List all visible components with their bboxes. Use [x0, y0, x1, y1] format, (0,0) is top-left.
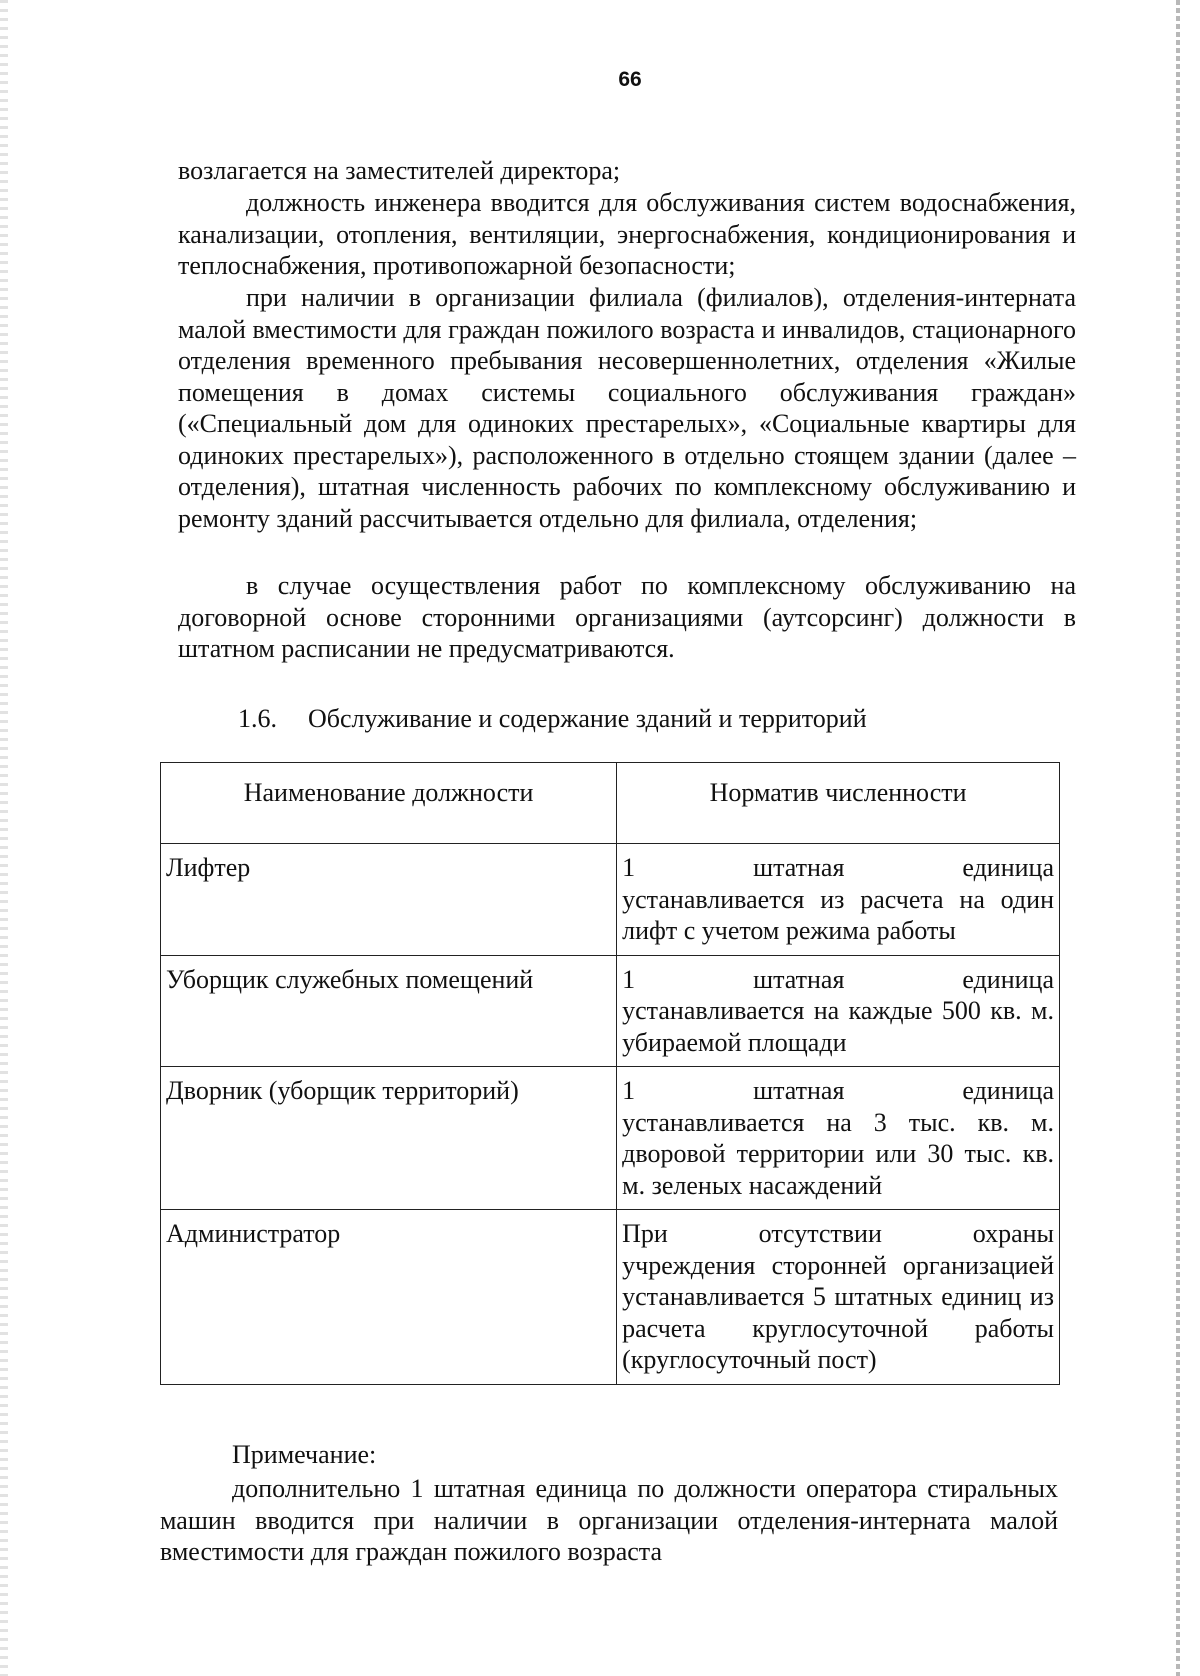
section-heading — [238, 703, 867, 735]
header-norm: Норматив численности — [617, 763, 1060, 844]
paragraph-engineer: должность инженера вводится для обслуживания систем водоснабжения, канализации, отопления, вентиляции, энергоснабжения, кондиционирования и теплоснабжения, противопожарной безопасности; — [178, 188, 1076, 280]
norm-rest: устанавливается из расчета на один лифт с учетом режима работы — [622, 884, 1054, 945]
paragraph-duties: возлагается на заместителей директора; — [178, 156, 621, 185]
paragraph-branch: при наличии в организации филиала (филиалов), отделения-интерната малой вместимости для граждан пожилого возраста и инвалидов, стационарного отделения временного пребывания несовершеннолетних, отделения «Жилые помещения в домах системы социального обслуживания граждан» («Специальный дом для одиноких престарелых», «Социальные квартиры для одиноких престарелых»), расположенного в отдельно стоящем здании (далее – отделения), штатная численность рабочих по комплексному обслуживанию и ремонту зданий рассчитывается отдельно для филиала, отделения; — [178, 283, 1076, 533]
table-row — [161, 955, 1060, 1067]
norm-cell — [617, 844, 1060, 956]
paragraph-outsourcing: в случае осуществления работ по комплексному обслуживанию на договорной основе сторонними организациями (аутсорсинг) должности в штатном расписании не предусматриваются. — [178, 571, 1076, 663]
page-number: 66 — [618, 68, 642, 91]
norm-cell — [617, 1067, 1060, 1210]
table-row — [161, 1067, 1060, 1210]
header-position: Наименование должности — [161, 763, 617, 844]
section-title: Обслуживание и содержание зданий и территорий — [308, 704, 867, 733]
norm-cell — [617, 1210, 1060, 1385]
staffing-norms-table — [160, 762, 1060, 1385]
norm-rest: учреждения сторонней организацией устанавливается 5 штатных единиц из расчета круглосуточной работы (круглосуточный пост) — [622, 1250, 1054, 1374]
norm-rest: устанавливается на 3 тыс. кв. м. дворовой территории или 30 тыс. кв. м. зеленых насаждений — [622, 1107, 1054, 1200]
position-cell: Администратор — [161, 1210, 617, 1385]
position-cell: Уборщик служебных помещений — [161, 955, 617, 1067]
table-row — [161, 844, 1060, 956]
norm-rest: устанавливается на каждые 500 кв. м. убираемой площади — [622, 996, 1054, 1057]
norm-first-line: 1 штатная единица — [622, 1076, 1054, 1105]
position-cell: Лифтер — [161, 844, 617, 956]
note-title: Примечание: — [232, 1440, 377, 1469]
norm-first-line: 1 штатная единица — [622, 853, 1054, 882]
scan-edge-left — [0, 0, 8, 1676]
note-text: дополнительно 1 штатная единица по должности оператора стиральных машин вводится при наличии в организации отделения-интерната малой вместимости для граждан пожилого возраста — [160, 1474, 1058, 1566]
norm-first-line: При отсутствии охраны — [622, 1219, 1054, 1248]
table-row — [161, 1210, 1060, 1385]
section-number: 1.6. — [238, 704, 277, 733]
scan-edge-right — [1176, 0, 1180, 1676]
position-cell: Дворник (уборщик территорий) — [161, 1067, 617, 1210]
table-header-row — [161, 763, 1060, 844]
norm-cell — [617, 955, 1060, 1067]
norm-first-line: 1 штатная единица — [622, 964, 1054, 994]
